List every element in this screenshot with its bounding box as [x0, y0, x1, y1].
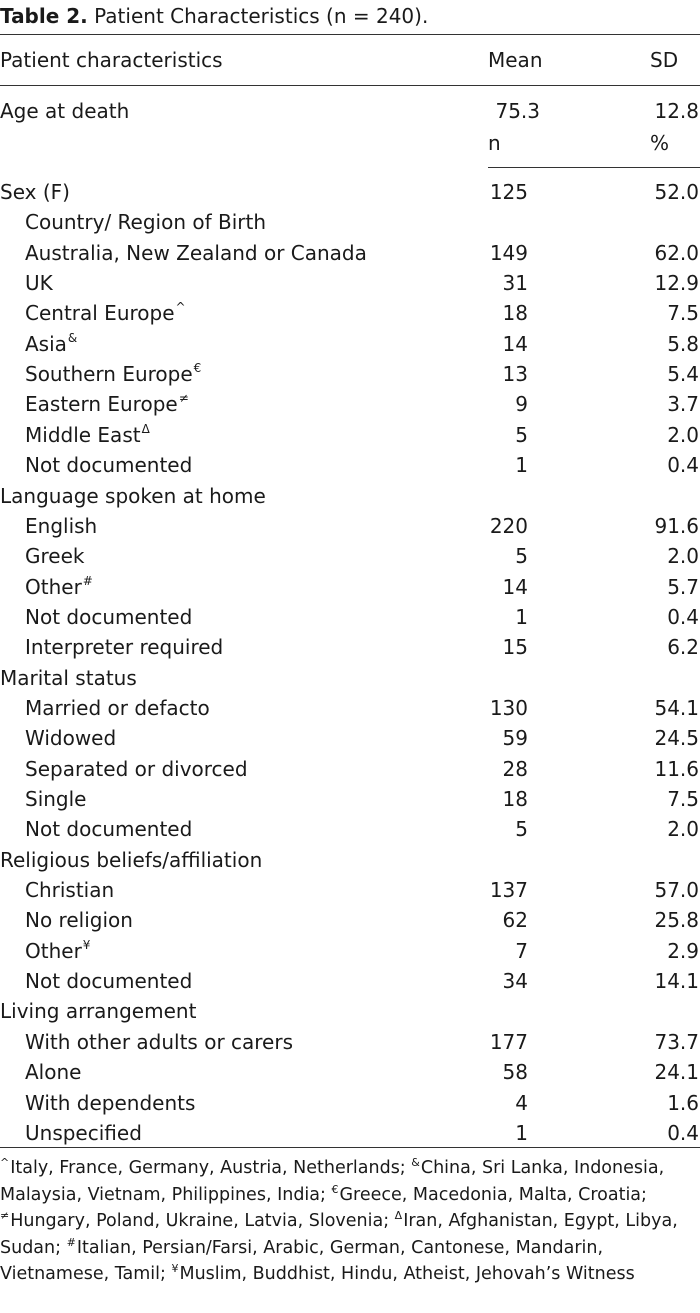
row-n: 220	[489, 513, 528, 538]
table-row	[0, 359, 700, 389]
row-pct: 0.4	[667, 604, 699, 629]
table-row	[0, 754, 700, 784]
row-n: 13	[502, 362, 528, 387]
footnote-marker: ≠	[178, 391, 189, 406]
row-label	[25, 420, 150, 450]
row-label	[25, 238, 367, 268]
row-label	[25, 754, 248, 784]
row-label	[0, 996, 196, 1026]
table-row	[0, 177, 700, 207]
row-label-text: Not documented	[25, 453, 193, 478]
row-label	[25, 1057, 81, 1087]
row-n: 59	[502, 726, 528, 751]
row-pct: 52.0	[654, 180, 699, 204]
footnote-line	[0, 1208, 698, 1235]
row-pct: 5.8	[667, 331, 699, 356]
row-n: 31	[502, 271, 528, 296]
row-n: 14	[502, 331, 528, 356]
row-label	[0, 845, 262, 875]
footnote-line	[0, 1182, 698, 1209]
row-label-text: Middle East	[25, 422, 141, 447]
row-n: 5	[515, 544, 528, 569]
table-row	[0, 996, 700, 1026]
row-n: 62	[502, 908, 528, 933]
table-row	[0, 1088, 700, 1118]
row-n: 9	[515, 392, 528, 417]
table-row	[0, 602, 700, 632]
age-row	[0, 96, 700, 126]
row-label-text: Religious beliefs/affiliation	[0, 847, 263, 872]
footnote-marker: &	[67, 330, 78, 345]
footnote-symbol: Δ	[394, 1209, 403, 1223]
footnote-symbol: ¥	[171, 1262, 179, 1276]
row-pct: 2.0	[667, 422, 699, 447]
row-pct: 57.0	[654, 878, 699, 903]
row-label	[25, 1027, 293, 1057]
row-label-text: Separated or divorced	[25, 756, 248, 781]
table-row	[0, 1057, 700, 1087]
row-label-text: Other	[25, 938, 82, 963]
row-pct: 3.7	[667, 392, 699, 417]
row-label	[25, 1118, 142, 1148]
header-row	[0, 45, 700, 75]
row-pct: 7.5	[667, 301, 699, 326]
row-pct: 0.4	[667, 453, 699, 478]
table-row	[0, 541, 700, 571]
table-row	[0, 814, 700, 844]
row-pct: 54.1	[654, 695, 699, 720]
table-row	[0, 572, 700, 602]
age-label: Age at death	[0, 99, 130, 123]
table-row	[0, 663, 700, 693]
row-label-text: Not documented	[25, 969, 193, 994]
table-title: Patient Characteristics (n = 240).	[94, 4, 429, 28]
age-sd: 12.8	[654, 99, 699, 123]
row-label	[25, 298, 186, 328]
footnote-text: China, Sri Lanka, Indonesia,	[420, 1158, 665, 1178]
row-pct: 24.1	[654, 1060, 699, 1085]
header-rule	[0, 85, 700, 86]
footnote-text: Malaysia, Vietnam, Philippines, India;	[0, 1184, 332, 1205]
row-label-text: Married or defacto	[25, 695, 210, 720]
row-pct: 73.7	[654, 1029, 699, 1054]
row-label	[25, 359, 201, 389]
row-pct: 6.2	[667, 635, 699, 660]
row-label	[25, 450, 192, 480]
row-label-text: Greek	[25, 544, 85, 569]
row-pct: 11.6	[654, 756, 699, 781]
table-row	[0, 481, 700, 511]
row-pct: 62.0	[654, 240, 699, 265]
row-label-text: Not documented	[25, 817, 193, 842]
row-n: 149	[489, 240, 528, 265]
row-pct: 2.0	[667, 817, 699, 842]
row-label-text: Country/ Region of Birth	[25, 210, 267, 235]
row-label	[25, 875, 114, 905]
row-label	[0, 663, 137, 693]
table-row	[0, 845, 700, 875]
row-n: 5	[515, 817, 528, 842]
row-label	[25, 693, 210, 723]
row-n: 1	[515, 604, 528, 629]
row-n: 18	[502, 301, 528, 326]
row-pct: 0.4	[667, 1120, 699, 1145]
row-pct: 24.5	[654, 726, 699, 751]
footnote-symbol: €	[331, 1182, 339, 1196]
table-row	[0, 784, 700, 814]
row-label-text: Other	[25, 574, 82, 599]
row-n: 1	[515, 453, 528, 478]
row-label-text: Australia, New Zealand or Canada	[25, 240, 367, 265]
footnote-text: Italy, France, Germany, Austria, Netherlands;	[10, 1158, 412, 1178]
row-label-text: Widowed	[25, 726, 117, 751]
row-label-text: With dependents	[25, 1090, 196, 1115]
row-label	[25, 905, 133, 935]
row-n: 177	[489, 1029, 528, 1054]
table-label: Table 2.	[0, 4, 88, 28]
footnote-text: Iran, Afghanistan, Egypt, Libya,	[403, 1211, 678, 1232]
footnote-marker: €	[193, 361, 202, 376]
row-label	[25, 936, 90, 966]
footnote-marker: ^	[175, 300, 186, 315]
table-row	[0, 1027, 700, 1057]
row-label-text: With other adults or carers	[25, 1029, 294, 1054]
table-row	[0, 238, 700, 268]
row-label	[25, 389, 189, 419]
row-label	[25, 541, 84, 571]
row-label	[25, 268, 53, 298]
row-label	[25, 814, 192, 844]
row-label	[25, 632, 223, 662]
subheader-rule	[488, 167, 700, 168]
footnote-marker: #	[82, 573, 93, 588]
row-n: 137	[489, 878, 528, 903]
header-mean: Mean	[488, 48, 543, 72]
row-label	[25, 572, 93, 602]
row-label-text: Language spoken at home	[0, 483, 266, 508]
row-pct: 5.7	[667, 574, 699, 599]
row-label	[25, 966, 192, 996]
row-n: 7	[515, 938, 528, 963]
footnote-text: Greece, Macedonia, Malta, Croatia;	[339, 1184, 647, 1205]
age-mean: 75.3	[495, 99, 540, 123]
row-n: 34	[502, 969, 528, 994]
row-pct: 1.6	[667, 1090, 699, 1115]
row-n: 18	[502, 787, 528, 811]
row-pct: 2.9	[667, 938, 699, 963]
row-pct: 14.1	[654, 969, 699, 994]
header-characteristics: Patient characteristics	[0, 48, 223, 72]
table-row	[0, 936, 700, 966]
row-label-text: Eastern Europe	[25, 392, 178, 417]
footnote-symbol: &	[411, 1156, 420, 1169]
top-rule	[0, 34, 700, 35]
table-row	[0, 389, 700, 419]
row-n: 125	[489, 180, 528, 204]
footnote-line	[0, 1155, 698, 1182]
row-label-text: Asia	[25, 331, 67, 356]
row-label-text: Christian	[25, 878, 115, 903]
table-row	[0, 905, 700, 935]
table-row	[0, 1118, 700, 1148]
row-label-text: Sex (F)	[0, 180, 70, 204]
footnote-symbol: ^	[0, 1156, 10, 1169]
table-row	[0, 420, 700, 450]
row-n: 28	[502, 756, 528, 781]
bottom-rule	[0, 1147, 700, 1148]
row-pct: 5.4	[667, 362, 699, 387]
row-label	[25, 784, 86, 814]
footnote-text: Hungary, Poland, Ukraine, Latvia, Slovenia;	[10, 1211, 395, 1232]
row-n: 58	[502, 1060, 528, 1085]
row-n: 14	[502, 574, 528, 599]
row-label-text: No religion	[25, 908, 133, 933]
row-n: 1	[515, 1120, 528, 1145]
table-row	[0, 207, 700, 237]
row-label-text: Southern Europe	[25, 362, 193, 387]
subheader-row	[0, 128, 700, 158]
table-row	[0, 693, 700, 723]
footnote-symbol: ≠	[0, 1209, 10, 1223]
table-row	[0, 966, 700, 996]
row-label-text: Central Europe	[25, 301, 175, 326]
table-row	[0, 875, 700, 905]
subheader-pct: %	[650, 131, 670, 155]
footnote-text: Vietnamese, Tamil;	[0, 1264, 172, 1285]
row-label	[25, 207, 266, 237]
row-label-text: Interpreter required	[25, 635, 224, 660]
row-pct: 12.9	[654, 271, 699, 296]
table-row	[0, 268, 700, 298]
footnote-text: Muslim, Buddhist, Hindu, Atheist, Jehovah’s Witness	[179, 1264, 635, 1285]
footnote-line	[0, 1261, 698, 1288]
table-caption	[0, 4, 428, 28]
table-row	[0, 329, 700, 359]
row-label	[25, 329, 77, 359]
footnote-marker: Δ	[141, 421, 150, 436]
table-row	[0, 723, 700, 753]
row-pct: 25.8	[654, 908, 699, 933]
row-label-text: Single	[25, 787, 87, 811]
footnote-line	[0, 1235, 698, 1262]
header-sd: SD	[650, 48, 679, 72]
row-label-text: Unspecified	[25, 1120, 142, 1145]
row-n: 130	[489, 695, 528, 720]
row-label-text: Alone	[25, 1060, 82, 1085]
row-n: 4	[515, 1090, 528, 1115]
row-label-text: Living arrangement	[0, 999, 197, 1024]
table-row	[0, 298, 700, 328]
row-n: 5	[515, 422, 528, 447]
row-label-text: English	[25, 513, 98, 538]
row-pct: 2.0	[667, 544, 699, 569]
row-label	[25, 1088, 195, 1118]
footnote-marker: ¥	[82, 937, 91, 952]
subheader-n: n	[488, 131, 501, 155]
footnote-symbol: #	[66, 1235, 76, 1249]
table-row	[0, 450, 700, 480]
footnote-text: Italian, Persian/Farsi, Arabic, German, Cantonese, Mandarin,	[76, 1237, 604, 1258]
row-label	[25, 723, 116, 753]
row-label	[0, 177, 70, 207]
row-label	[25, 602, 192, 632]
table-row	[0, 511, 700, 541]
row-label-text: UK	[25, 271, 53, 296]
table-row	[0, 632, 700, 662]
footnote-text: Sudan;	[0, 1237, 67, 1258]
row-label-text: Not documented	[25, 604, 193, 629]
footnotes	[0, 1155, 698, 1288]
row-pct: 91.6	[654, 513, 699, 538]
row-label-text: Marital status	[0, 665, 137, 690]
row-pct: 7.5	[667, 787, 699, 811]
row-label	[25, 511, 97, 541]
row-label	[0, 481, 266, 511]
row-n: 15	[502, 635, 528, 660]
